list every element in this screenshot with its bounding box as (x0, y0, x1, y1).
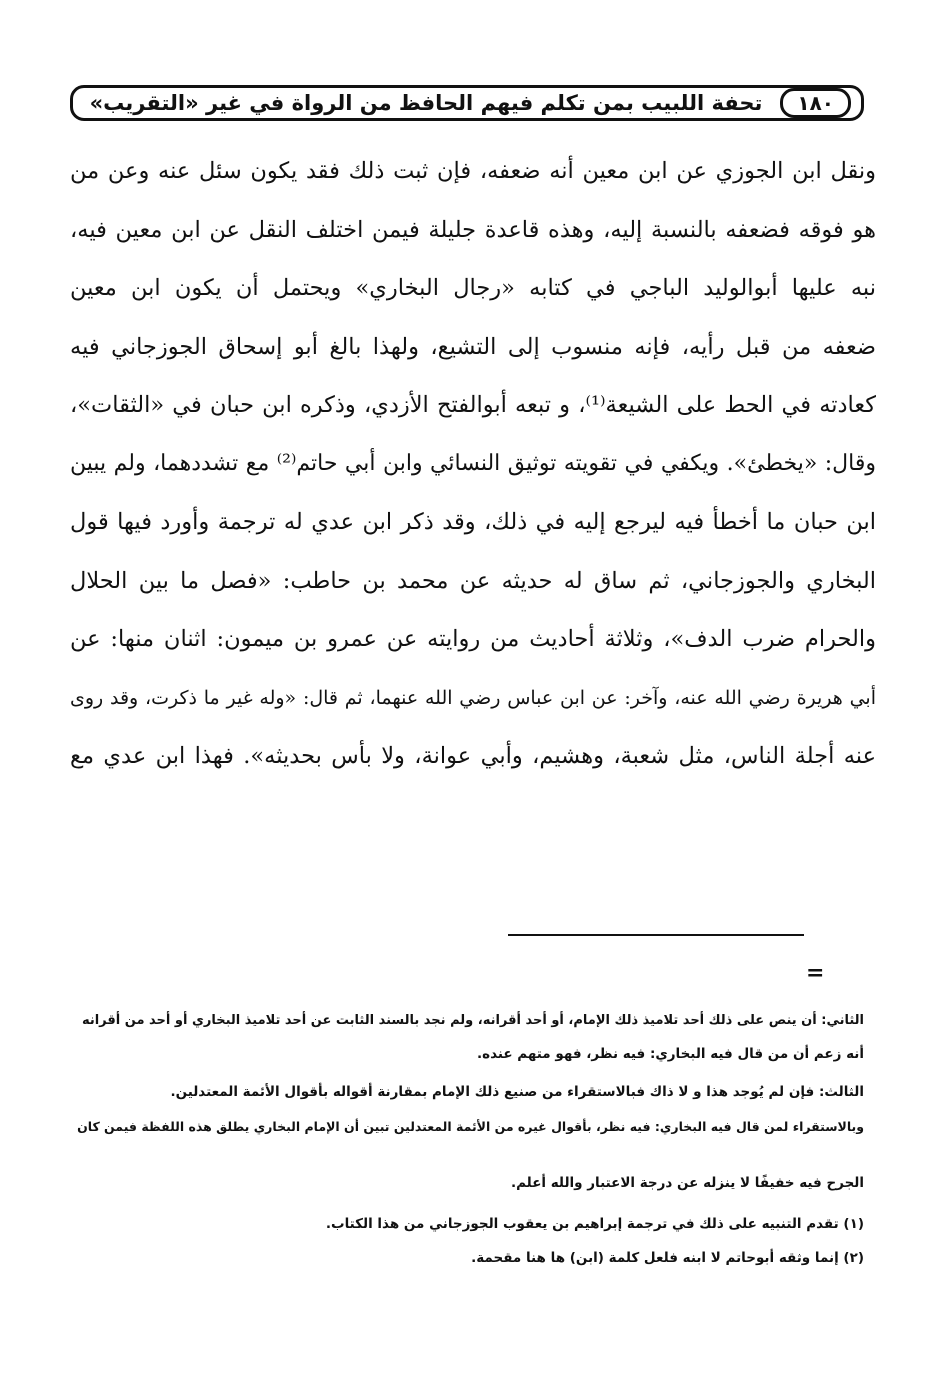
text-line: هو فوقه فضعفه بالنسبة إليه، وهذه قاعدة جليلة فيمن اختلف النقل عن ابن معين فيه، (70, 216, 876, 243)
page-number: ١٨٠ (780, 88, 851, 118)
footnote-separator (508, 934, 804, 936)
text-line: ونقل ابن الجوزي عن ابن معين أنه ضعفه، فإن ثبت ذلك فقد يكون سئل عنه وعن من (70, 158, 876, 184)
text-line: البخاري والجوزجاني، ثم ساق له حديثه عن محمد بن حاطب: «فصل ما بين الحلال (70, 567, 876, 594)
text-line: ضعفه من قبل رأيه، فإنه منسوب إلى التشيع، ولهذا بالغ أبو إسحاق الجوزجاني فيه (70, 333, 876, 360)
footnote-line: وبالاستقراء لمن قال فيه البخاري: فيه نظر، بأقوال غيره من الأئمة المعتدلين تبين أن الإمام البخاري يطلق هذه اللفظة فيمن كان (77, 1119, 864, 1134)
text-line: والحرام ضرب الدف»، وثلاثة أحاديث من روايته عن عمرو بن ميمون: اثنان منها: عن (70, 626, 876, 652)
footnote-line: الثالث: فإن لم يُوجد هذا و لا ذاك فبالاستقراء من صنيع ذلك الإمام بمقارنة أقواله بأقوال الأئمة المعتدلين. (170, 1084, 864, 1100)
footnote-2: (٢) إنما وثقه أبوحاتم لا ابنه فلعل كلمة (ابن) ها هنا مقحمة. (471, 1250, 864, 1266)
running-title: تحفة اللبيب بمن تكلم فيهم الحافظ من الرواة في غير «التقريب» (89, 91, 763, 115)
text-line: عنه أجلة الناس، مثل شعبة، وهشيم، وأبي عوانة، ولا بأس بحديثه». فهذا ابن عدي مع (70, 743, 876, 769)
text-line: وقال: «يخطئ». ويكفي في تقويته توثيق النسائي وابن أبي حاتم⁽²⁾ مع تشددهما، ولم يبين (70, 450, 876, 476)
main-text (70, 142, 876, 786)
text-line: أبي هريرة رضي الله عنه، وآخر: عن ابن عباس رضي الله عنهما، ثم قال: «وله غير ما ذكرت، وقد روى (70, 686, 876, 709)
footnote-line: الجرح فيه خفيفًا لا ينزله عن درجة الاعتبار والله أعلم. (510, 1175, 864, 1191)
footnote-line: أنه زعم أن من قال فيه البخاري: فيه نظر، فهو متهم عنده. (476, 1046, 864, 1062)
text-line: ابن حبان ما أخطأ فيه ليرجع إليه في ذلك، وقد ذكر ابن عدي له ترجمة وأورد فيها قول (70, 509, 876, 535)
footnote-line: الثاني: أن ينص على ذلك أحد تلاميذ ذلك الإمام، أو أحد أقرانه، ولم نجد بالسند الثابت عن أحد تلاميذ البخاري أو أحد من أقرانه (81, 1013, 864, 1028)
running-header (70, 85, 864, 121)
text-line: كعادته في الحط على الشيعة⁽¹⁾، و تبعه أبوالفتح الأزدي، وذكره ابن حبان في «الثقات»، (70, 392, 876, 418)
footnote-continuation-marker: = (806, 960, 825, 986)
text-line: نبه عليها أبوالوليد الباجي في كتابه «رجال البخاري» ويحتمل أن يكون ابن معين (70, 275, 876, 301)
footnote-1: (١) تقدم التنبيه على ذلك في ترجمة إبراهيم بن يعقوب الجوزجاني من هذا الكتاب. (325, 1216, 864, 1232)
